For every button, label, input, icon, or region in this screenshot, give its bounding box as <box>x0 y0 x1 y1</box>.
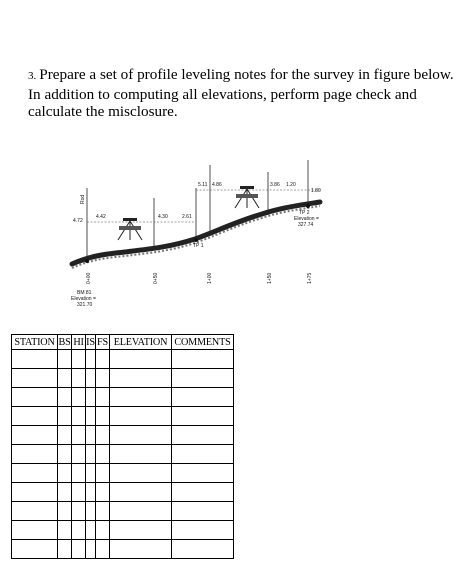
table-cell[interactable] <box>96 426 110 445</box>
reading-386: 3.86 <box>270 182 280 188</box>
bm-elevation-label: Elevation = <box>71 296 96 302</box>
tp2-elevation-label: Elevation = <box>294 216 319 222</box>
header-hi: HI <box>73 336 84 348</box>
table-cell[interactable] <box>58 426 72 445</box>
table-cell[interactable] <box>172 388 234 407</box>
bm-name: BM 81 <box>77 290 92 296</box>
table-row <box>12 426 234 445</box>
bm-elevation-value: 321.70 <box>77 302 93 308</box>
table-cell[interactable] <box>96 464 110 483</box>
table-cell[interactable] <box>110 388 172 407</box>
table-cell[interactable] <box>86 350 96 369</box>
header-station: STATION <box>12 335 58 350</box>
table-cell[interactable] <box>172 369 234 388</box>
station-150: 1+50 <box>267 272 273 284</box>
table-cell[interactable] <box>172 483 234 502</box>
table-cell[interactable] <box>172 502 234 521</box>
table-cell[interactable] <box>86 407 96 426</box>
table-cell[interactable] <box>96 445 110 464</box>
table-cell[interactable] <box>58 483 72 502</box>
table-cell[interactable] <box>58 369 72 388</box>
reading-261: 2.61 <box>182 214 192 220</box>
table-row <box>12 464 234 483</box>
table-cell[interactable] <box>58 407 72 426</box>
table-cell[interactable] <box>110 464 172 483</box>
table-body <box>12 350 234 559</box>
table-cell[interactable] <box>12 369 58 388</box>
table-cell[interactable] <box>72 407 86 426</box>
table-cell[interactable] <box>172 464 234 483</box>
table-cell[interactable] <box>110 426 172 445</box>
table-cell[interactable] <box>12 502 58 521</box>
table-row <box>12 350 234 369</box>
table-cell[interactable] <box>86 369 96 388</box>
table-cell[interactable] <box>96 521 110 540</box>
table-cell[interactable] <box>72 540 86 559</box>
tp2-label: TP 2 <box>299 210 310 216</box>
table-cell[interactable] <box>96 483 110 502</box>
table-row <box>12 388 234 407</box>
table-cell[interactable] <box>110 540 172 559</box>
table-cell[interactable] <box>72 426 86 445</box>
table-cell[interactable] <box>86 464 96 483</box>
reading-486: 4.86 <box>212 182 222 188</box>
table-cell[interactable] <box>172 521 234 540</box>
table-row <box>12 407 234 426</box>
table-cell[interactable] <box>12 464 58 483</box>
reading-120: 1.20 <box>286 182 296 188</box>
table-cell[interactable] <box>86 426 96 445</box>
table-cell[interactable] <box>12 521 58 540</box>
table-cell[interactable] <box>72 483 86 502</box>
table-cell[interactable] <box>96 369 110 388</box>
station-000: 0+00 <box>86 272 92 284</box>
table-cell[interactable] <box>58 445 72 464</box>
table-cell[interactable] <box>12 426 58 445</box>
table-cell[interactable] <box>86 540 96 559</box>
header-bs: BS <box>58 336 71 348</box>
table-row <box>12 445 234 464</box>
tp1-marker <box>194 238 198 242</box>
table-cell[interactable] <box>96 502 110 521</box>
reading-472: 4.72 <box>73 218 83 224</box>
table-cell[interactable] <box>110 521 172 540</box>
station-175: 1+75 <box>307 272 313 284</box>
table-cell[interactable] <box>172 426 234 445</box>
level-instrument-1 <box>118 218 142 240</box>
table-cell[interactable] <box>72 388 86 407</box>
table-cell[interactable] <box>72 445 86 464</box>
table-cell[interactable] <box>110 369 172 388</box>
table-cell[interactable] <box>96 350 110 369</box>
bm-marker <box>85 259 89 263</box>
table-cell[interactable] <box>86 388 96 407</box>
table-cell[interactable] <box>72 369 86 388</box>
rod-label: Rod <box>80 194 86 204</box>
table-cell[interactable] <box>172 540 234 559</box>
table-row <box>12 369 234 388</box>
table-cell[interactable] <box>58 388 72 407</box>
table-header-row <box>12 335 234 350</box>
table-cell[interactable] <box>12 540 58 559</box>
table-cell[interactable] <box>96 407 110 426</box>
table-cell[interactable] <box>12 445 58 464</box>
table-cell[interactable] <box>72 502 86 521</box>
header-is: IS <box>86 336 95 348</box>
question-number: 3. <box>28 70 37 82</box>
table-cell[interactable] <box>96 388 110 407</box>
profile-leveling-figure <box>0 160 474 330</box>
table-cell[interactable] <box>172 350 234 369</box>
table-cell[interactable] <box>96 540 110 559</box>
question-body: Prepare a set of profile leveling notes for the survey in figure below. In addition to computing all elevations, perform page check and calculate the misclosure. <box>28 66 454 120</box>
table-cell[interactable] <box>12 350 58 369</box>
table-cell[interactable] <box>110 483 172 502</box>
table-cell[interactable] <box>86 521 96 540</box>
table-cell[interactable] <box>72 464 86 483</box>
table-cell[interactable] <box>86 445 96 464</box>
table-cell[interactable] <box>58 521 72 540</box>
header-comments: COMMENTS <box>172 335 234 350</box>
table-row <box>12 521 234 540</box>
table-cell[interactable] <box>110 502 172 521</box>
table-cell[interactable] <box>12 388 58 407</box>
table-cell[interactable] <box>110 445 172 464</box>
table-cell[interactable] <box>110 407 172 426</box>
table-cell[interactable] <box>72 521 86 540</box>
table-cell[interactable] <box>58 540 72 559</box>
tp1-label: TP 1 <box>193 243 204 249</box>
table-row <box>12 540 234 559</box>
reading-442: 4.42 <box>96 214 106 220</box>
question-text <box>28 66 458 121</box>
table-cell[interactable] <box>58 350 72 369</box>
station-100: 1+00 <box>207 272 213 284</box>
table-row <box>12 483 234 502</box>
table-cell[interactable] <box>172 445 234 464</box>
header-elevation: ELEVATION <box>110 335 172 350</box>
table-cell[interactable] <box>172 407 234 426</box>
tp2-elevation-value: 327.74 <box>298 222 314 228</box>
station-050: 0+50 <box>153 272 159 284</box>
header-fs: FS <box>97 336 108 348</box>
table-cell[interactable] <box>58 502 72 521</box>
table-cell[interactable] <box>86 483 96 502</box>
reading-180: 1.80 <box>311 188 321 194</box>
reading-430: 4.30 <box>158 214 168 220</box>
table-cell[interactable] <box>58 464 72 483</box>
table-cell[interactable] <box>72 350 86 369</box>
tp2-marker <box>306 204 310 208</box>
reading-511: 5.11 <box>198 182 208 188</box>
table-cell[interactable] <box>12 407 58 426</box>
table-cell[interactable] <box>12 483 58 502</box>
leveling-notes-table <box>11 334 234 559</box>
level-instrument-2 <box>235 186 259 208</box>
table-row <box>12 502 234 521</box>
table-cell[interactable] <box>86 502 96 521</box>
table-cell[interactable] <box>110 350 172 369</box>
